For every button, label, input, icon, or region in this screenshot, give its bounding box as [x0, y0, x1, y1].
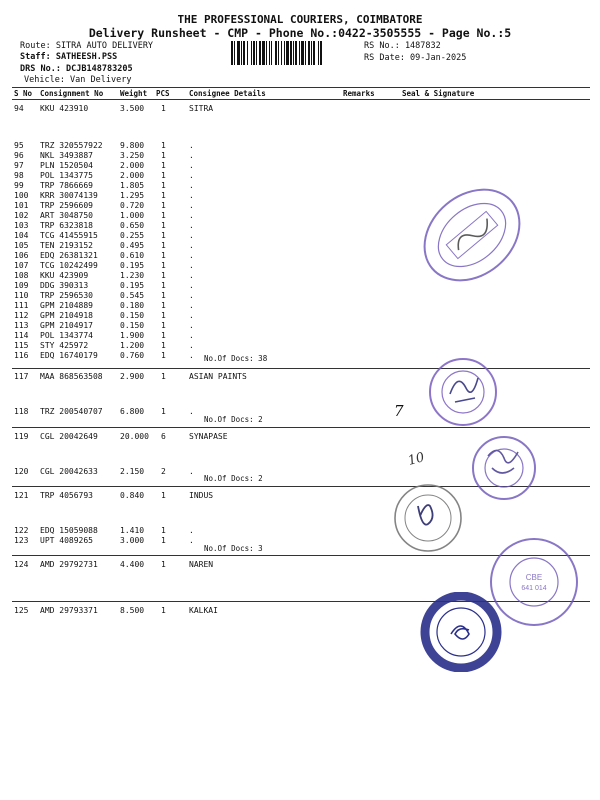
company-title: THE PROFESSIONAL COURIERS, COIMBATORE [177, 13, 423, 26]
header-top-rule [12, 87, 590, 88]
pieces: 1 [161, 560, 166, 569]
serial-number: 114 [14, 331, 29, 340]
consignee-details: . [189, 301, 194, 310]
consignee-details: . [189, 351, 194, 360]
pieces: 1 [161, 372, 166, 381]
serial-number: 99 [14, 181, 24, 190]
consignee-details: . [189, 261, 194, 270]
consignee-details: . [189, 281, 194, 290]
indus-stamp [388, 482, 468, 554]
serial-number: 95 [14, 141, 24, 150]
consignee-details: . [189, 151, 194, 160]
doc-count: No.Of Docs: 3 [204, 544, 263, 553]
serial-number: 119 [14, 432, 29, 441]
route-label: Route: SITRA AUTO DELIVERY [20, 41, 154, 51]
weight: 0.150 [120, 311, 145, 320]
consignment-number: POL 1343775 [40, 171, 93, 180]
serial-number: 116 [14, 351, 29, 360]
doc-count: No.Of Docs: 2 [204, 474, 263, 483]
pieces: 1 [161, 311, 166, 320]
consignee-details: . [189, 271, 194, 280]
consignee-details: . [189, 171, 194, 180]
consignee-details: . [189, 526, 194, 535]
staff-label: Staff: SATHEESH.PSS [20, 52, 118, 62]
kalki-enterprises-stamp [416, 592, 506, 672]
consignment-number: MAA 868563508 [40, 372, 103, 381]
table-row [0, 372, 600, 383]
serial-number: 122 [14, 526, 29, 535]
consignment-number: PLN 1520504 [40, 161, 93, 170]
consignment-number: UPT 4089265 [40, 536, 93, 545]
pieces: 1 [161, 104, 166, 113]
consignee-details: ASIAN PAINTS [189, 372, 247, 381]
serial-number: 110 [14, 291, 29, 300]
weight: 3.500 [120, 104, 145, 113]
serial-number: 107 [14, 261, 29, 270]
consignee-details: NAREN [189, 560, 214, 569]
serial-number: 115 [14, 341, 29, 350]
consignment-number: TCG 41455915 [40, 231, 98, 240]
consignee-details: . [189, 191, 194, 200]
serial-number: 118 [14, 407, 29, 416]
col-sno: S No [14, 89, 33, 98]
consignee-details: . [189, 251, 194, 260]
consignment-number: TRP 6323818 [40, 221, 93, 230]
runsheet-title: Delivery Runsheet - CMP - Phone No.:0422-3505555 - Page No.:5 [88, 26, 512, 40]
pieces: 1 [161, 407, 166, 416]
serial-number: 120 [14, 467, 29, 476]
consignee-details: KALKAI [189, 606, 218, 615]
pieces: 1 [161, 261, 166, 270]
weight: 0.650 [120, 221, 145, 230]
consignee-details: . [189, 407, 194, 416]
serial-number: 111 [14, 301, 29, 310]
consignment-number: EDQ 16740179 [40, 351, 98, 360]
serial-number: 106 [14, 251, 29, 260]
consignment-number: STY 425972 [40, 341, 89, 350]
consignment-number: TCG 10242499 [40, 261, 98, 270]
pieces: 1 [161, 161, 166, 170]
weight: 1.805 [120, 181, 145, 190]
weight: 0.610 [120, 251, 145, 260]
serial-number: 101 [14, 201, 29, 210]
pieces: 1 [161, 211, 166, 220]
weight: 6.800 [120, 407, 145, 416]
consignee-details: . [189, 311, 194, 320]
pieces: 1 [161, 231, 166, 240]
pieces: 1 [161, 221, 166, 230]
consignee-details: . [189, 211, 194, 220]
weight: 0.495 [120, 241, 145, 250]
consignee-details: . [189, 201, 194, 210]
drs-label: DRS No.: DCJB148783205 [20, 64, 133, 74]
pieces: 1 [161, 141, 166, 150]
pieces: 1 [161, 341, 166, 350]
handwritten-mark: 10 [406, 450, 427, 469]
pieces: 1 [161, 181, 166, 190]
vehicle-label: Vehicle: Van Delivery [24, 75, 132, 85]
svg-text:641 014: 641 014 [521, 585, 547, 592]
consignment-number: GPM 2104918 [40, 311, 93, 320]
weight: 2.900 [120, 372, 145, 381]
consignee-details: . [189, 241, 194, 250]
consignee-details: INDUS [189, 491, 214, 500]
serial-number: 113 [14, 321, 29, 330]
textile-association-stamp [412, 180, 532, 290]
pieces: 2 [161, 467, 166, 476]
consignee-details: . [189, 536, 194, 545]
serial-number: 109 [14, 281, 29, 290]
consignment-number: TRP 2596530 [40, 291, 93, 300]
pieces: 1 [161, 526, 166, 535]
weight: 0.195 [120, 281, 145, 290]
weight: 1.200 [120, 341, 145, 350]
rs-date: RS Date: 09-Jan-2025 [364, 53, 467, 63]
weight: 2.150 [120, 467, 145, 476]
col-seal: Seal & Signature [402, 89, 475, 98]
consignment-number: TEN 2193152 [40, 241, 93, 250]
consignment-number: TRP 7866669 [40, 181, 93, 190]
weight: 1.000 [120, 211, 145, 220]
weight: 8.500 [120, 606, 145, 615]
weight: 3.000 [120, 536, 145, 545]
pieces: 1 [161, 351, 166, 360]
group-separator [12, 368, 590, 369]
consignment-number: AMD 29792731 [40, 560, 98, 569]
serial-number: 94 [14, 104, 24, 113]
serial-number: 98 [14, 171, 24, 180]
pieces: 1 [161, 271, 166, 280]
serial-number: 125 [14, 606, 29, 615]
consignment-number: TRP 4056793 [40, 491, 93, 500]
weight: 1.900 [120, 331, 145, 340]
consignment-number: CGL 20042633 [40, 467, 98, 476]
serial-number: 103 [14, 221, 29, 230]
weight: 2.000 [120, 161, 145, 170]
pieces: 1 [161, 151, 166, 160]
pieces: 1 [161, 606, 166, 615]
consignee-details: . [189, 141, 194, 150]
serial-number: 121 [14, 491, 29, 500]
consignment-number: AMD 29793371 [40, 606, 98, 615]
serial-number: 112 [14, 311, 29, 320]
serial-number: 117 [14, 372, 29, 381]
table-row [0, 104, 600, 115]
serial-number: 100 [14, 191, 29, 200]
weight: 0.720 [120, 201, 145, 210]
serial-number: 102 [14, 211, 29, 220]
serial-number: 124 [14, 560, 29, 569]
col-pcs: PCS [156, 89, 170, 98]
pieces: 1 [161, 171, 166, 180]
weight: 1.230 [120, 271, 145, 280]
consignment-number: POL 1343774 [40, 331, 93, 340]
doc-count: No.Of Docs: 38 [204, 354, 268, 363]
consignee-details: . [189, 331, 194, 340]
consignment-number: ART 3048750 [40, 211, 93, 220]
consignment-number: GPM 2104889 [40, 301, 93, 310]
svg-text:CBE: CBE [525, 573, 543, 582]
col-weight: Weight [120, 89, 148, 98]
consignee-details: . [189, 341, 194, 350]
pieces: 1 [161, 321, 166, 330]
consignee-details: . [189, 161, 194, 170]
serial-number: 104 [14, 231, 29, 240]
consignee-details: . [189, 181, 194, 190]
weight: 4.400 [120, 560, 145, 569]
weight: 0.545 [120, 291, 145, 300]
pieces: 1 [161, 291, 166, 300]
barcode [231, 41, 357, 65]
weight: 9.800 [120, 141, 145, 150]
weight: 3.250 [120, 151, 145, 160]
consignment-number: TRP 2596609 [40, 201, 93, 210]
weight: 0.150 [120, 321, 145, 330]
weight: 0.760 [120, 351, 145, 360]
pieces: 1 [161, 201, 166, 210]
consignee-details: SITRA [189, 104, 214, 113]
doc-count: No.Of Docs: 2 [204, 415, 263, 424]
table-row [0, 351, 600, 362]
pieces: 1 [161, 491, 166, 500]
consignee-details: . [189, 231, 194, 240]
col-remarks: Remarks [343, 89, 375, 98]
consignment-number: EDQ 15059088 [40, 526, 98, 535]
consignment-number: NKL 3493887 [40, 151, 93, 160]
serial-number: 123 [14, 536, 29, 545]
consignment-number: CGL 20042649 [40, 432, 98, 441]
consignment-number: KKU 423910 [40, 104, 89, 113]
weight: 0.255 [120, 231, 145, 240]
consignee-details: . [189, 321, 194, 330]
weight: 0.840 [120, 491, 145, 500]
consignment-number: GPM 2104917 [40, 321, 93, 330]
weight: 20.000 [120, 432, 149, 441]
weight: 0.195 [120, 261, 145, 270]
consignee-details: . [189, 221, 194, 230]
consignment-number: DDG 390313 [40, 281, 89, 290]
weight: 0.180 [120, 301, 145, 310]
handwritten-mark: 7 [394, 402, 404, 420]
rs-number: RS No.: 1487832 [364, 41, 441, 51]
pieces: 1 [161, 536, 166, 545]
header-bottom-rule [12, 99, 590, 100]
col-details: Consignee Details [189, 89, 266, 98]
weight: 1.410 [120, 526, 145, 535]
weight: 2.000 [120, 171, 145, 180]
consignee-details: . [189, 291, 194, 300]
pieces: 6 [161, 432, 166, 441]
synapase-stamp [460, 432, 548, 502]
consignment-number: EDQ 26381321 [40, 251, 98, 260]
serial-number: 108 [14, 271, 29, 280]
consignment-number: TRZ 200540707 [40, 407, 103, 416]
pieces: 1 [161, 241, 166, 250]
pieces: 1 [161, 191, 166, 200]
asian-paints-stamp [425, 356, 501, 428]
serial-number: 97 [14, 161, 24, 170]
pieces: 1 [161, 281, 166, 290]
group-separator [12, 427, 590, 428]
consignment-number: TRZ 320557922 [40, 141, 103, 150]
weight: 1.295 [120, 191, 145, 200]
pieces: 1 [161, 331, 166, 340]
col-consignment: Consignment No [40, 89, 104, 98]
pieces: 1 [161, 251, 166, 260]
consignee-details: . [189, 467, 194, 476]
pieces: 1 [161, 301, 166, 310]
serial-number: 96 [14, 151, 24, 160]
table-row [0, 407, 600, 418]
serial-number: 105 [14, 241, 29, 250]
consignment-number: KRR 30074139 [40, 191, 98, 200]
consignee-details: SYNAPASE [189, 432, 228, 441]
consignment-number: KKU 423909 [40, 271, 89, 280]
